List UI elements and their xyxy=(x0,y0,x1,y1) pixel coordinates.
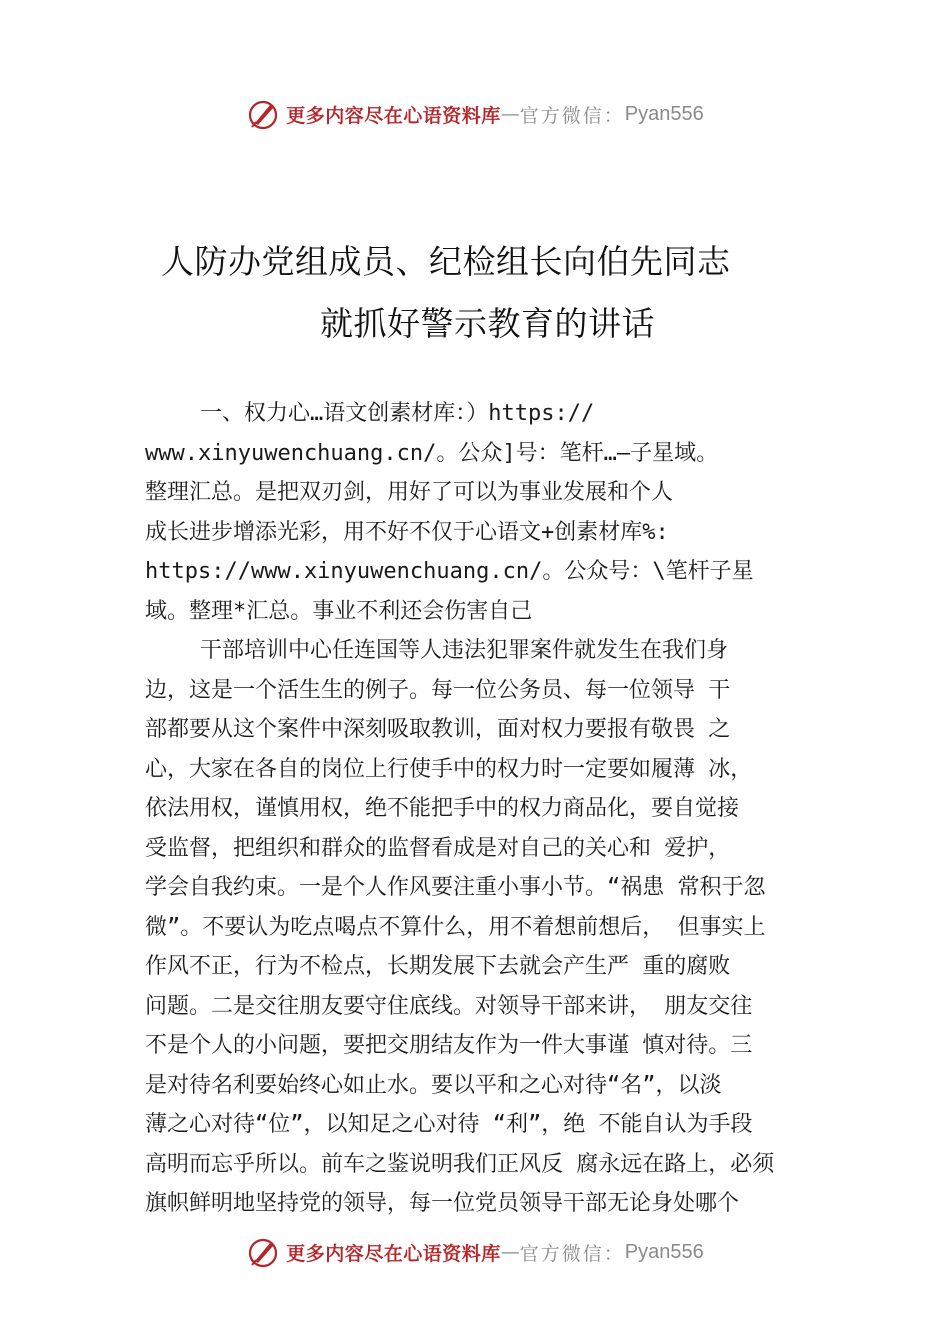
body-line: 问题。二是交往朋友要守住底线。对领导干部来讲， 朋友交往 xyxy=(145,994,753,1019)
banner-slogan: 更多内容尽在心语资料库 xyxy=(286,1242,501,1265)
body-line: 高明而忘乎所以。前车之鉴说明我们正风反 腐永远在路上，必须 xyxy=(145,1152,775,1177)
body-line: 心，大家在各自的岗位上行使手中的权力时一定要如履薄 冰， xyxy=(145,757,753,782)
document-title-line-1: 人防办党组成员、纪检组长向伯先同志 xyxy=(161,242,731,281)
banner-slogan: 更多内容尽在心语资料库 xyxy=(286,104,501,127)
body-line: 干部培训中心任连国等人违法犯罪案件就发生在我们身 xyxy=(200,638,729,663)
body-line: 旗帜鲜明地坚持党的领导，每一位党员领导干部无论身处哪个 xyxy=(145,1191,740,1216)
body-line: 学会自我约束。一是个人作风要注重小事小节。“祸患 常积于忽 xyxy=(145,875,766,900)
body-line: 域。整理*汇总。事业不利还会伤害自己 xyxy=(145,599,533,624)
banner-wechat-id: Pyan556 xyxy=(624,102,704,125)
banner-wechat-id: Pyan556 xyxy=(624,1240,704,1263)
body-line: 是对待名利要始终心如止水。要以平和之心对待“名”，以淡 xyxy=(145,1073,722,1098)
footer-banner xyxy=(0,1232,950,1272)
body-line: 薄之心对待“位”，以知足之心对待 “利”，绝 不能自认为手段 xyxy=(145,1112,753,1137)
body-line: 边，这是一个活生生的例子。每一位公务员、每一位领导 干 xyxy=(145,678,731,703)
body-line: 不是个人的小问题，要把交朋结友作为一件大事谨 慎对待。三 xyxy=(145,1033,753,1058)
body-line: 成长进步增添光彩，用不好不仅于心语文+创素材库%: xyxy=(145,520,669,545)
pen-logo-icon xyxy=(246,97,280,131)
body-line: 受监督，把组织和群众的监督看成是对自己的关心和 爱护， xyxy=(145,836,731,861)
body-line: 依法用权，谨慎用权，绝不能把手中的权力商品化，要自觉接 xyxy=(145,796,740,821)
body-line: https://www.xinyuwenchuang.cn/。公众号：\笔杆子星 xyxy=(145,559,754,584)
pen-logo-icon xyxy=(246,1235,280,1269)
body-line: 整理汇总。是把双刃剑，用好了可以为事业发展和个人 xyxy=(145,480,674,505)
banner-dash: — xyxy=(500,1241,520,1263)
body-line: www.xinyuwenchuang.cn/。公众]号：笔杆…—子星域。 xyxy=(145,441,719,466)
body-line: 作风不正，行为不检点，长期发展下去就会产生严 重的腐败 xyxy=(145,954,731,979)
banner-dash: — xyxy=(500,103,520,125)
header-banner xyxy=(0,94,950,134)
banner-wechat-label: 官方微信： xyxy=(519,1242,625,1265)
document-title-line-2: 就抓好警示教育的讲话 xyxy=(320,304,655,343)
banner-wechat-label: 官方微信： xyxy=(519,104,625,127)
body-line: 微”。不要认为吃点喝点不算什么，用不着想前想后， 但事实上 xyxy=(145,915,766,940)
body-line: 部都要从这个案件中深刻吸取教训，面对权力要报有敬畏 之 xyxy=(145,717,731,742)
body-line: 一、权力心…语文创素材库：）https:// xyxy=(200,401,595,426)
